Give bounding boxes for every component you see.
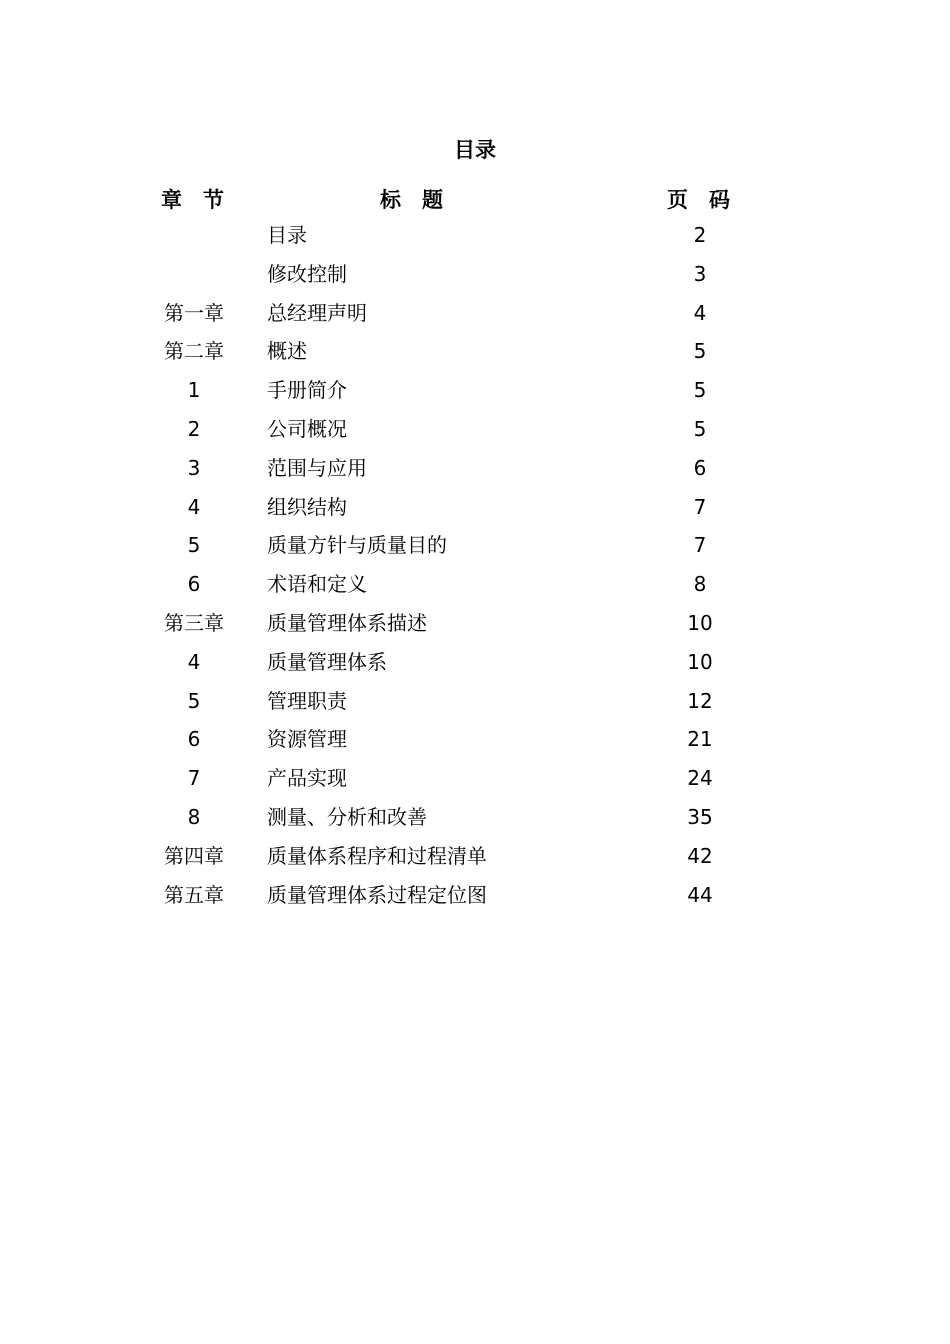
- toc-entry-title: 概述: [267, 339, 307, 364]
- toc-chapter: 4: [187, 649, 201, 674]
- toc-entry: [0, 255, 950, 294]
- toc-page-number: 8: [693, 572, 707, 597]
- toc-entry: [0, 798, 950, 837]
- toc-entry: [0, 526, 950, 565]
- toc-entry-title: 总经理声明: [267, 300, 367, 325]
- toc-entry: [0, 294, 950, 333]
- toc-chapter: 第一章: [164, 300, 224, 325]
- toc-page-number: 24: [687, 766, 713, 791]
- toc-entry: [0, 876, 950, 915]
- toc-entry-title: 测量、分析和改善: [267, 804, 427, 829]
- toc-entry-title: 范围与应用: [267, 455, 367, 480]
- toc-entry-title: 手册简介: [267, 378, 347, 403]
- toc-page-number: 6: [693, 455, 707, 480]
- toc-page-number: 10: [687, 610, 713, 635]
- toc-entry-title: 管理职责: [267, 688, 347, 713]
- toc-entry-title: 质量体系程序和过程清单: [267, 843, 487, 868]
- toc-page-number: 3: [693, 261, 707, 286]
- toc-entry: [0, 332, 950, 371]
- toc-page-number: 5: [693, 378, 707, 403]
- toc-header-row: [0, 185, 950, 215]
- toc-entry: [0, 449, 950, 488]
- toc-chapter: 6: [187, 727, 201, 752]
- toc-chapter: 8: [187, 804, 201, 829]
- toc-chapter: 第五章: [164, 882, 224, 907]
- toc-entry: [0, 682, 950, 721]
- toc-chapter: 第三章: [164, 610, 224, 635]
- toc-chapter: 5: [187, 688, 201, 713]
- toc-chapter: 6: [187, 572, 201, 597]
- toc-chapter: 5: [187, 533, 201, 558]
- toc-entry-title: 修改控制: [267, 261, 347, 286]
- toc-chapter: 第二章: [164, 339, 224, 364]
- toc-entry-title: 质量管理体系过程定位图: [267, 882, 487, 907]
- toc-chapter: 3: [187, 455, 201, 480]
- toc-chapter: 1: [187, 378, 201, 403]
- toc-page-number: 4: [693, 300, 707, 325]
- toc-entry-title: 质量管理体系: [267, 649, 387, 674]
- toc-page-number: 2: [693, 223, 707, 247]
- toc-entry: [0, 565, 950, 604]
- toc-entry-title: 公司概况: [267, 416, 347, 441]
- toc-entry-title: 质量管理体系描述: [267, 610, 427, 635]
- toc-entry-title: 质量方针与质量目的: [267, 533, 447, 558]
- toc-entry-title: 组织结构: [267, 494, 347, 519]
- toc-list: [0, 216, 950, 914]
- toc-entry: [0, 371, 950, 410]
- toc-page-number: 35: [687, 804, 713, 829]
- toc-chapter: 2: [187, 416, 201, 441]
- toc-title: 目录: [454, 138, 496, 162]
- toc-page-number: 10: [687, 649, 713, 674]
- toc-page-number: 5: [693, 339, 707, 364]
- toc-entry: [0, 604, 950, 643]
- toc-entry-title: 产品实现: [267, 766, 347, 791]
- toc-entry: [0, 759, 950, 798]
- header-chapter: 章 节: [161, 188, 224, 212]
- toc-page-number: 44: [687, 882, 713, 907]
- toc-chapter: 4: [187, 494, 201, 519]
- toc-entry: [0, 837, 950, 876]
- toc-page-number: 5: [693, 416, 707, 441]
- toc-page-number: 12: [687, 688, 713, 713]
- toc-entry-title: 术语和定义: [267, 572, 367, 597]
- toc-entry-title: 目录: [267, 223, 307, 247]
- toc-chapter: 7: [187, 766, 201, 791]
- toc-page-number: 42: [687, 843, 713, 868]
- toc-entry: [0, 216, 950, 255]
- toc-entry: [0, 488, 950, 527]
- toc-entry-title: 资源管理: [267, 727, 347, 752]
- toc-page-number: 7: [693, 494, 707, 519]
- header-page: 页 码: [667, 188, 730, 212]
- toc-entry: [0, 643, 950, 682]
- toc-page-number: 7: [693, 533, 707, 558]
- toc-chapter: 第四章: [164, 843, 224, 868]
- toc-page-number: 21: [687, 727, 713, 752]
- header-title: 标 题: [380, 188, 443, 212]
- toc-entry: [0, 720, 950, 759]
- toc-entry: [0, 410, 950, 449]
